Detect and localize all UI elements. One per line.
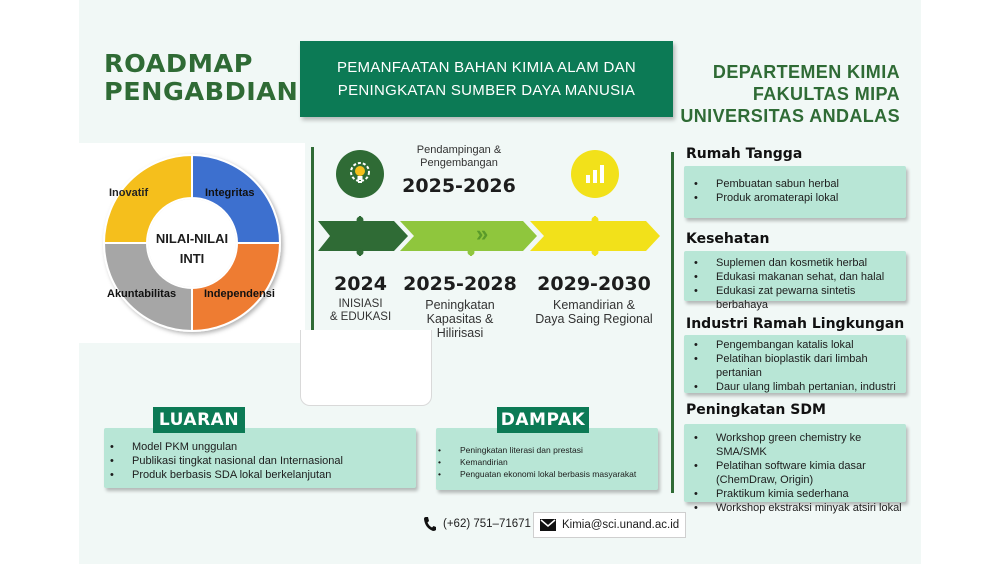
phone-icon	[423, 516, 437, 532]
segment-label: Akuntabilitas	[107, 288, 177, 300]
luaran-box	[104, 428, 416, 488]
stage-year: 2029-2030	[537, 273, 651, 295]
list-item: • Publikasi tingkat nasional dan Internasional	[132, 454, 416, 468]
banner-line: PEMANFAATAN BAHAN KIMIA ALAM DAN	[336, 59, 637, 76]
core-values-panel	[79, 143, 305, 343]
luaran-tag: LUARAN	[153, 407, 245, 433]
roadmap-title: ROADMAP PENGABDIAN	[104, 49, 299, 106]
list-item: • Pembuatan sabun herbal	[716, 177, 906, 191]
list-item: • Edukasi makanan sehat, dan halal	[716, 270, 906, 284]
list-item: • Edukasi zat pewarna sintetis berbahaya	[716, 284, 906, 312]
donut-center-label: NILAI-NILAI INTI	[155, 231, 229, 266]
stage-label: Peningkatan Kapasitas & Hilirisasi	[425, 298, 495, 340]
stage-year: 2025-2028	[403, 273, 517, 295]
phone-contact	[423, 516, 531, 532]
list-item: • Praktikum kimia sederhana	[716, 487, 906, 501]
stage-year: 2024	[334, 273, 387, 295]
list-item: • Produk berbasis SDA lokal berkelanjutan	[132, 468, 416, 482]
list-item: • Kemandirian	[460, 456, 658, 468]
bar-chart-icon	[571, 150, 619, 198]
sector-title: Rumah Tangga	[686, 146, 803, 162]
timeline-divider	[311, 147, 314, 343]
list-item: • Suplemen dan kosmetik herbal	[716, 256, 906, 270]
stage-arrow-2024	[318, 221, 408, 251]
department-title: DEPARTEMEN KIMIA FAKULTAS MIPA UNIVERSITAS ANDALAS	[680, 62, 900, 126]
sector-title: Industri Ramah Lingkungan	[686, 316, 905, 332]
sector-box	[684, 251, 906, 311]
top-stage-year: 2025-2026	[402, 175, 516, 197]
list-item: • Produk aromaterapi lokal	[716, 191, 906, 205]
stage-arrow-2029-2030	[530, 221, 660, 251]
segment-label: Inovatif	[109, 187, 149, 199]
top-stage-caption: Pendampingan & Pengembangan	[416, 144, 502, 169]
sector-box	[684, 424, 906, 514]
sector-box	[684, 335, 906, 393]
chevron-right-icon: »	[476, 221, 489, 246]
list-item: • Daur ulang limbah pertanian, industri	[716, 380, 906, 394]
list-item: • Peningkatan literasi dan prestasi	[460, 444, 658, 456]
phone-text: (+62) 751–71671	[443, 518, 531, 530]
stage-label: INISIASI & EDUKASI	[329, 298, 392, 323]
mail-icon	[540, 519, 556, 531]
sectors-divider	[671, 152, 674, 493]
list-item: • Workshop ekstraksi minyak atsiri lokal	[716, 501, 906, 515]
theme-banner	[300, 41, 673, 117]
sector-title: Peningkatan SDM	[686, 402, 826, 418]
timeline-arrows	[318, 216, 663, 256]
stage-arrow-2025-2028	[400, 221, 537, 251]
list-item: • Pengembangan katalis lokal	[716, 338, 906, 352]
list-item: • Pelatihan software kimia dasar (ChemDraw, Origin)	[716, 459, 906, 487]
email-text: Kimia@sci.unand.ac.id	[562, 519, 680, 531]
banner-line: PENINGKATAN SUMBER DAYA MANUSIA	[337, 82, 636, 99]
segment-label: Integritas	[205, 187, 255, 199]
list-item: • Workshop green chemistry ke SMA/SMK	[716, 431, 906, 459]
sector-box	[684, 166, 906, 218]
dampak-tag: DAMPAK	[497, 407, 589, 433]
blank-card	[300, 330, 432, 406]
email-contact[interactable]	[533, 512, 686, 538]
sector-title: Kesehatan	[686, 231, 770, 247]
list-item: • Model PKM unggulan	[132, 440, 416, 454]
dampak-box	[436, 428, 658, 490]
list-item: • Pelatihan bioplastik dari limbah pertanian	[716, 352, 906, 380]
stage-label: Kemandirian & Daya Saing Regional	[535, 298, 653, 326]
lightbulb-gear-icon	[336, 150, 384, 198]
segment-label: Independensi	[204, 288, 275, 300]
list-item: • Penguatan ekonomi lokal berbasis masyarakat	[460, 468, 658, 480]
